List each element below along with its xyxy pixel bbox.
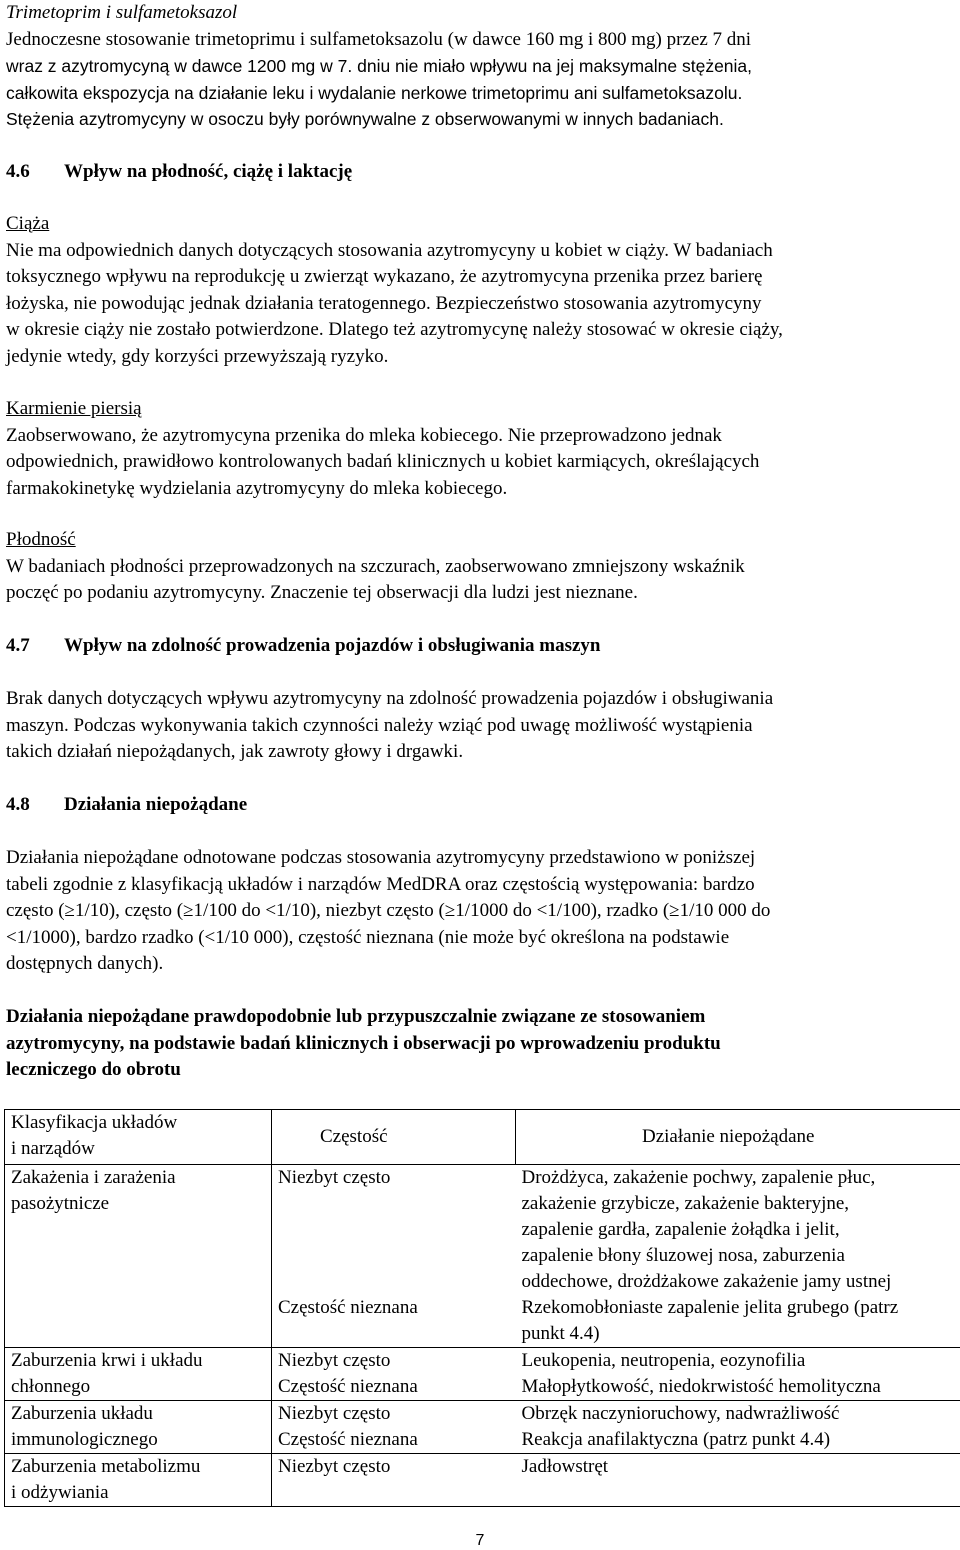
frequency-cell: Niezbyt często — [272, 1454, 516, 1507]
section-number: 4.7 — [6, 635, 30, 656]
cell-text: zapalenie błony śluzowej nosa, zaburzenia — [521, 1245, 845, 1266]
soc-cell — [5, 1401, 272, 1454]
paragraph-line: toksycznego wpływu na reprodukcję u zwierząt wykazano, że azytromycyna przenika przez barierę — [6, 266, 763, 287]
cell-text: i odżywiania — [11, 1482, 109, 1503]
subsection-breastfeeding — [6, 396, 759, 502]
section-trimethoprim — [6, 0, 752, 133]
cell-text: Zaburzenia metabolizmu — [11, 1456, 201, 1477]
frequency-cell: Niezbyt często — [272, 1348, 516, 1375]
paragraph-line: często (≥1/10), często (≥1/100 do <1/10), niezbyt często (≥1/1000 do <1/100), rzadko (≥1/10 000 do — [6, 900, 771, 921]
effect-cell: Jadłowstręt — [521, 1456, 609, 1477]
cell-text: zapalenie gardła, zapalenie żołądka i jelit, — [521, 1219, 840, 1240]
header-text: i narządów — [11, 1138, 95, 1159]
effect-cell — [516, 1165, 960, 1296]
frequency-cell: Częstość nieznana — [272, 1374, 516, 1401]
paragraph-line: farmakokinetykę wydzielania azytromycyny do mleka kobiecego. — [6, 477, 508, 499]
cell-text: oddechowe, drożdżakowe zakażenie jamy ustnej — [521, 1271, 892, 1292]
cell-text: Zaburzenia układu — [11, 1403, 153, 1424]
page-number: 7 — [475, 1532, 485, 1549]
subsection-heading: Karmienie piersią — [6, 398, 142, 419]
paragraph-line: w okresie ciąży nie zostało potwierdzone. Dlatego też azytromycynę należy stosować w okresie ciąży, — [6, 319, 783, 340]
cell-text: punkt 4.4) — [521, 1323, 600, 1344]
paragraph-line: Stężenia azytromycyny w osoczu były porównywalne z obserwowanymi w innych badaniach. — [6, 109, 724, 129]
header-cell-frequency — [272, 1110, 516, 1165]
cell-text: immunologicznego — [11, 1429, 158, 1450]
header-text: Częstość — [320, 1126, 388, 1147]
paragraph-line: Działania niepożądane odnotowane podczas stosowania azytromycyny przedstawiono w poniższej — [6, 847, 756, 868]
table-row — [5, 1165, 960, 1296]
section-number: 4.8 — [6, 794, 30, 815]
adverse-effects-table — [4, 1109, 960, 1507]
section-title: Działania niepożądane — [64, 794, 248, 815]
frequency-cell: Częstość nieznana — [272, 1295, 516, 1348]
section-title: Wpływ na płodność, ciążę i laktację — [64, 161, 353, 182]
soc-cell — [5, 1454, 272, 1507]
effect-cell — [516, 1295, 960, 1348]
paragraph-line: poczęć po podaniu azytromycyny. Znaczenie tej obserwacji dla ludzi jest nieznane. — [6, 582, 638, 603]
header-cell-soc — [5, 1110, 272, 1165]
frequency-cell: Niezbyt często — [272, 1165, 516, 1296]
frequency-cell: Niezbyt często — [272, 1401, 516, 1428]
cell-text: Rzekomobłoniaste zapalenie jelita grubego (patrz — [521, 1297, 899, 1318]
paragraph-line: całkowita ekspozycja na działanie leku i wydalanie nerkowe trimetoprimu ani sulfametoksazolu. — [6, 82, 743, 103]
cell-text: pasożytnicze — [11, 1193, 110, 1214]
section-heading-4-7 — [6, 633, 600, 660]
frequency-cell: Częstość nieznana — [272, 1427, 516, 1454]
effect-cell: Obrzęk naczynioruchowy, nadwrażliwość — [521, 1403, 840, 1424]
section-title: Wpływ na zdolność prowadzenia pojazdów i obsługiwania maszyn — [64, 635, 601, 656]
cell-text: Zakażenia i zarażenia — [11, 1167, 176, 1188]
table-caption — [6, 1004, 721, 1084]
paragraph-line: Brak danych dotyczących wpływu azytromycyny na zdolność prowadzenia pojazdów i obsługiwania — [6, 688, 774, 709]
paragraph-line: <1/1000), bardzo rzadko (<1/10 000), częstość nieznana (nie może być określona na podstawie — [6, 926, 730, 948]
section-heading-4-6 — [6, 159, 352, 186]
effect-cell: Reakcja anafilaktyczna (patrz punkt 4.4) — [521, 1429, 831, 1450]
paragraph-line: Jednoczesne stosowanie trimetoprimu i sulfametoksazolu (w dawce 160 mg i 800 mg) przez 7 dni — [6, 28, 752, 50]
header-text: Działanie niepożądane — [642, 1126, 815, 1147]
table-header-row — [5, 1110, 960, 1165]
effect-cell: Małopłytkowość, niedokrwistość hemolityczna — [521, 1376, 881, 1397]
paragraph-line: Nie ma odpowiednich danych dotyczących stosowania azytromycyny u kobiet w ciąży. W badaniach — [6, 239, 773, 261]
effect-cell: Leukopenia, neutropenia, eozynofilia — [521, 1350, 806, 1371]
subsection-heading: Ciąża — [6, 213, 50, 234]
caption-line: leczniczego do obrotu — [6, 1059, 181, 1080]
table-row — [5, 1401, 960, 1428]
section-4-7-body — [6, 686, 773, 766]
paragraph-line: jedynie wtedy, gdy korzyści przewyższają ryzyko. — [6, 345, 389, 367]
header-text: Klasyfikacja układów — [11, 1112, 178, 1133]
caption-line: Działania niepożądane prawdopodobnie lub przypuszczalnie związane ze stosowaniem — [6, 1006, 706, 1027]
subsection-title: Trimetoprim i sulfametoksazol — [6, 2, 238, 23]
caption-line: azytromycyny, na podstawie badań klinicznych i obserwacji po wprowadzeniu produktu — [6, 1032, 721, 1054]
paragraph-line: odpowiednich, prawidłowo kontrolowanych badań klinicznych u kobiet karmiących, określających — [6, 451, 760, 472]
header-cell-effect — [516, 1110, 960, 1165]
table-row — [5, 1454, 960, 1507]
paragraph-line: dostępnych danych). — [6, 953, 164, 974]
cell-text: Drożdżyca, zakażenie pochwy, zapalenie płuc, — [521, 1167, 876, 1188]
paragraph-line: takich działań niepożądanych, jak zawroty głowy i drgawki. — [6, 741, 464, 762]
soc-cell — [5, 1348, 272, 1401]
paragraph-line: wraz z azytromycyną w dawce 1200 mg w 7. dniu nie miało wpływu na jej maksymalne stężenia, — [6, 56, 753, 76]
paragraph-line: tabeli zgodnie z klasyfikacją układów i narządów MedDRA oraz częstością występowania: bardzo — [6, 873, 755, 895]
subsection-heading: Płodność — [6, 529, 76, 550]
subsection-fertility — [6, 527, 745, 607]
soc-cell — [5, 1165, 272, 1348]
paragraph-line: Zaobserwowano, że azytromycyna przenika do mleka kobiecego. Nie przeprowadzono jednak — [6, 424, 722, 446]
cell-text: chłonnego — [11, 1376, 91, 1397]
section-4-8-body — [6, 845, 770, 978]
table-row — [5, 1348, 960, 1375]
cell-text: zakażenie grzybicze, zakażenie bakteryjne, — [521, 1193, 850, 1214]
paragraph-line: W badaniach płodności przeprowadzonych na szczurach, zaobserwowano zmniejszony wskaźnik — [6, 555, 745, 577]
subsection-pregnancy — [6, 211, 783, 370]
cell-text: Zaburzenia krwi i układu — [11, 1350, 203, 1371]
section-number: 4.6 — [6, 161, 30, 182]
section-heading-4-8 — [6, 792, 247, 819]
paragraph-line: łożyska, nie powodując jednak działania teratogennego. Bezpieczeństwo stosowania azytromycyny — [6, 292, 762, 314]
paragraph-line: maszyn. Podczas wykonywania takich czynności należy wziąć pod uwagę możliwość wystąpienia — [6, 714, 753, 736]
